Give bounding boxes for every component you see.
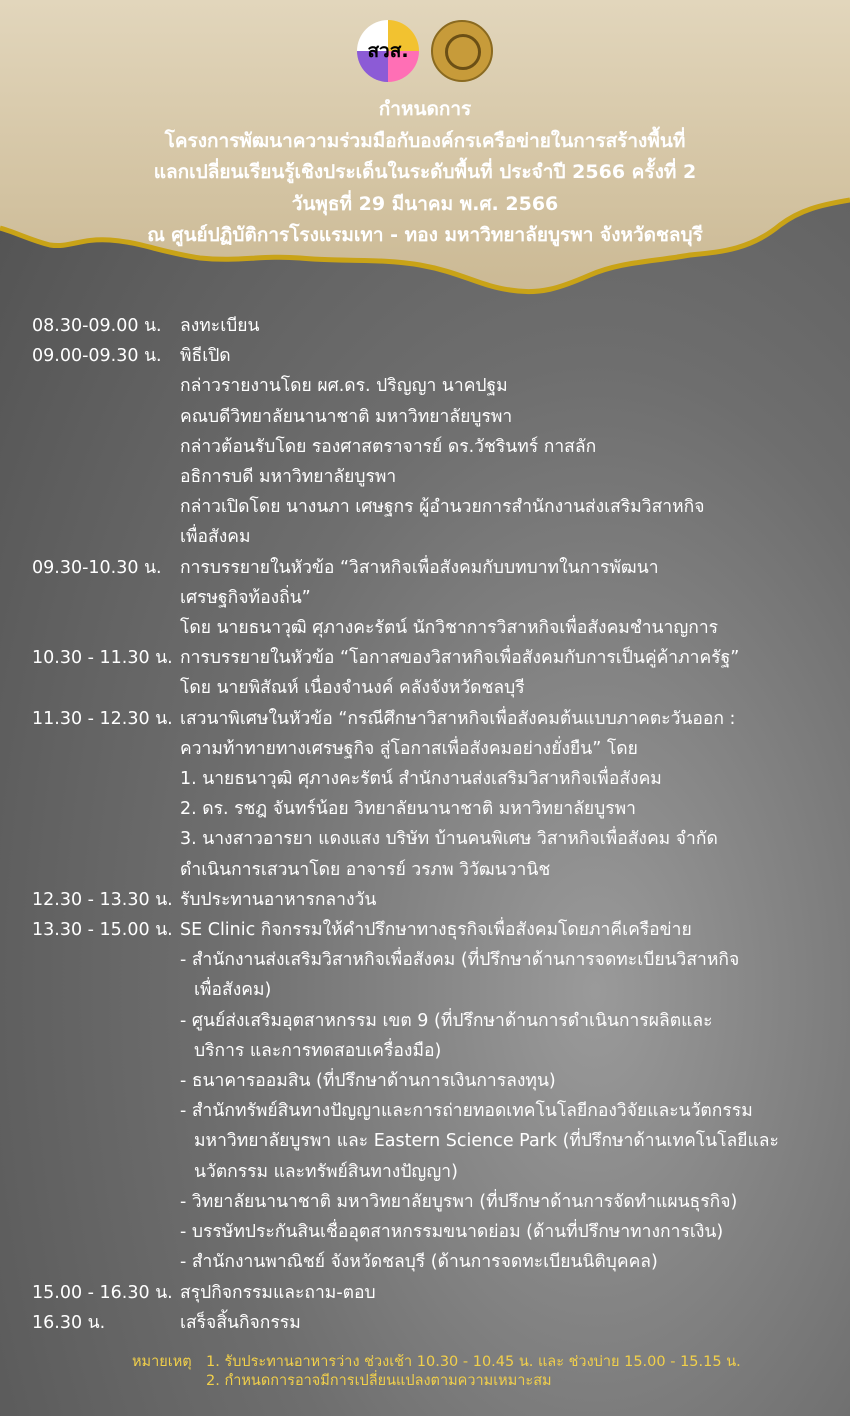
schedule-line: - ธนาคารออมสิน (ที่ปรึกษาด้านการเงินการลงทุน) (180, 1071, 556, 1092)
title-line: ณ ศูนย์ปฏิบัติการโรงแรมเทา - ทอง มหาวิทยาลัยบูรพา จังหวัดชลบุรี (147, 224, 703, 246)
schedule-line: พิธีเปิด (180, 346, 231, 367)
schedule-line: 3. นางสาวอารยา แดงแสง บริษัท บ้านคนพิเศษ วิสาหกิจเพื่อสังคม จำกัด (180, 829, 718, 850)
remarks-item: 2. กำหนดการอาจมีการเปลี่ยนแปลงตามความเหมาะสม (206, 1373, 552, 1389)
schedule-line: กล่าวต้อนรับโดย รองศาสตราจารย์ ดร.วัชรินทร์ กาสลัก (180, 436, 597, 457)
schedule-time: 13.30 - 15.00 น. (32, 920, 173, 941)
schedule-line: เพื่อสังคม (180, 527, 251, 548)
title-line: วันพุธที่ 29 มีนาคม พ.ศ. 2566 (291, 192, 559, 215)
schedule-time: 08.30-09.00 น. (32, 316, 162, 336)
schedule-time: 09.00-09.30 น. (32, 346, 162, 367)
schedule-line: - บรรษัทประกันสินเชื่ออุตสาหกรรมขนาดย่อม (ด้านที่ปรึกษาทางการเงิน) (180, 1222, 724, 1243)
schedule-line: เศรษฐกิจท้องถิ่น” (180, 587, 311, 608)
schedule-line: SE Clinic กิจกรรมให้คำปรึกษาทางธุรกิจเพื่อสังคมโดยภาคีเครือข่าย (180, 920, 692, 941)
schedule-row (32, 1278, 822, 1308)
schedule-line: 1. นายธนาวุฒิ ศุภางคะรัตน์ สำนักงานส่งเสริมวิสาหกิจเพื่อสังคม (180, 769, 662, 790)
schedule-line: - สำนักทรัพย์สินทางปัญญาและการถ่ายทอดเทคโนโลยีกองวิจัยและนวัตกรรม (180, 1101, 753, 1122)
schedule-list (32, 311, 822, 1338)
page-title (0, 94, 850, 252)
sss-logo (357, 20, 419, 82)
schedule-line: - สำนักงานพาณิชย์ จังหวัดชลบุรี (ด้านการจดทะเบียนนิติบุคคล) (180, 1252, 658, 1273)
remarks-label: หมายเหตุ (132, 1354, 192, 1370)
schedule-row (32, 885, 822, 915)
university-seal-icon (431, 20, 493, 82)
schedule-row (32, 1308, 822, 1338)
schedule-line: คณบดีวิทยาลัยนานาชาติ มหาวิทยาลัยบูรพา (180, 406, 513, 427)
schedule-line: ลงทะเบียน (180, 316, 260, 336)
schedule-line: - ศูนย์ส่งเสริมอุตสาหกรรม เขต 9 (ที่ปรึกษาด้านการดำเนินการผลิตและ (180, 1010, 713, 1031)
schedule-row (32, 643, 822, 703)
schedule-line: อธิการบดี มหาวิทยาลัยบูรพา (180, 467, 397, 488)
schedule-row (32, 341, 822, 552)
logo-row (0, 16, 850, 86)
schedule-line: 2. ดร. รชฎ จันทร์น้อย วิทยาลัยนานาชาติ มหาวิทยาลัยบูรพา (180, 799, 636, 820)
schedule-time: 10.30 - 11.30 น. (32, 648, 173, 669)
schedule-time: 15.00 - 16.30 น. (32, 1282, 173, 1303)
schedule-line: การบรรยายในหัวข้อ “โอกาสของวิสาหกิจเพื่อสังคมกับการเป็นคู่ค้าภาครัฐ” (180, 648, 740, 669)
schedule-line: การบรรยายในหัวข้อ “วิสาหกิจเพื่อสังคมกับบทบาทในการพัฒนา (180, 557, 659, 578)
schedule-row (32, 553, 822, 644)
schedule-line: เสวนาพิเศษในหัวข้อ “กรณีศึกษาวิสาหกิจเพื่อสังคมต้นแบบภาคตะวันออก : (180, 708, 736, 729)
schedule-line: กล่าวเปิดโดย นางนภา เศษฐกร ผู้อำนวยการสำนักงานส่งเสริมวิสาหกิจ (180, 497, 705, 518)
schedule-line: บริการ และการทดสอบเครื่องมือ) (194, 1040, 442, 1061)
remarks (132, 1353, 832, 1391)
sss-logo-text: สวส. (367, 40, 409, 62)
schedule-line: - สำนักงานส่งเสริมวิสาหกิจเพื่อสังคม (ที่ปรึกษาด้านการจดทะเบียนวิสาหกิจ (180, 950, 740, 971)
schedule-row (32, 915, 822, 1277)
schedule-line: เสร็จสิ้นกิจกรรม (180, 1312, 301, 1333)
schedule-line: สรุปกิจกรรมและถาม-ตอบ (180, 1282, 376, 1303)
schedule-line: โดย นายธนาวุฒิ ศุภางคะรัตน์ นักวิชาการวิสาหกิจเพื่อสังคมชำนาญการ (180, 618, 719, 639)
schedule-line: - วิทยาลัยนานาชาติ มหาวิทยาลัยบูรพา (ที่ปรึกษาด้านการจัดทำแผนธุรกิจ) (180, 1191, 738, 1212)
schedule-line: มหาวิทยาลัยบูรพา และ Eastern Science Park (ที่ปรึกษาด้านเทคโนโลยีและ (194, 1131, 779, 1152)
schedule-line: โดย นายพิสัณห์ เนื่องจำนงค์ คลังจังหวัดชลบุรี (180, 678, 525, 699)
title-line: กำหนดการ (378, 98, 472, 120)
schedule-line: นวัตกรรม และทรัพย์สินทางปัญญา) (194, 1161, 458, 1182)
schedule-time: 11.30 - 12.30 น. (32, 708, 173, 729)
schedule-line: ความท้าทายทางเศรษฐกิจ สู่โอกาสเพื่อสังคมอย่างยั่งยืน” โดย (180, 738, 638, 759)
schedule-line: เพื่อสังคม) (194, 980, 272, 1001)
schedule-row (32, 311, 822, 341)
title-line: โครงการพัฒนาความร่วมมือกับองค์กรเครือข่ายในการสร้างพื้นที่ (164, 129, 686, 152)
schedule-line: รับประทานอาหารกลางวัน (180, 889, 377, 910)
schedule-row (32, 704, 822, 885)
schedule-time: 12.30 - 13.30 น. (32, 889, 173, 910)
schedule-time: 16.30 น. (32, 1312, 106, 1333)
schedule-line: กล่าวรายงานโดย ผศ.ดร. ปริญญา นาคปฐม (180, 376, 508, 397)
schedule-line: ดำเนินการเสวนาโดย อาจารย์ วรภพ วิวัฒนวานิช (180, 859, 551, 880)
title-line: แลกเปลี่ยนเรียนรู้เชิงประเด็นในระดับพื้นที่ ประจำปี 2566 ครั้งที่ 2 (153, 161, 697, 183)
schedule-time: 09.30-10.30 น. (32, 557, 162, 578)
remarks-item: 1. รับประทานอาหารว่าง ช่วงเช้า 10.30 - 10.45 น. และ ช่วงบ่าย 15.00 - 15.15 น. (206, 1354, 741, 1370)
